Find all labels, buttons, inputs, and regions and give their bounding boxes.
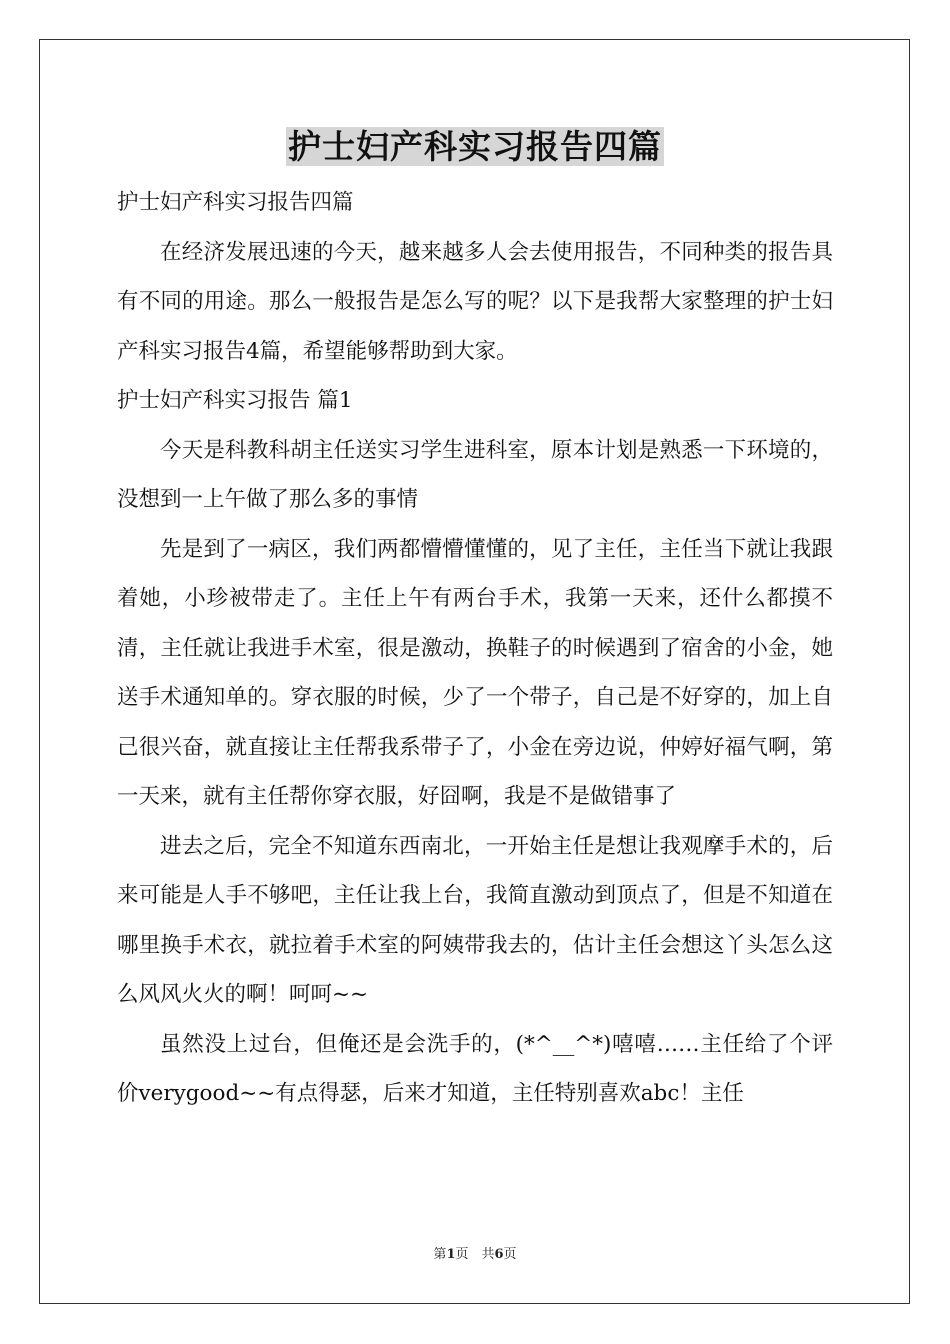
document-title-text: 护士妇产科实习报告四篇 [288, 127, 662, 166]
paragraph: 先是到了一病区，我们两都懵懵懂懂的，见了主任，主任当下就让我跟着她，小珍被带走了。主任上午有两台手术，我第一天来，还什么都摸不清，主任就让我进手术室，很是激动，换鞋子的时候遇到了宿舍的小金，她送手术通知单的。穿衣服的时候，少了一个带子，自己是不好穿的，加上自己很兴奋，就直接让主任帮我系带子了，小金在旁边说，仲婷好福气啊，第一天来，就有主任帮你穿衣服，好囧啊，我是不是做错事了 [117, 536, 833, 809]
page-suffix: 页 [503, 1247, 517, 1262]
paragraph-intro: 在经济发展迅速的今天，越来越多人会去使用报告，不同种类的报告具有不同的用途。那么一般报告是怎么写的呢？以下是我帮大家整理的护士妇产科实习报告4篇，希望能够帮助到大家。 [117, 239, 833, 364]
page-mid: 页 共 [455, 1247, 495, 1262]
page-current: 1 [446, 1247, 456, 1262]
paragraph: 今天是科教科胡主任送实习学生进科室，原本计划是熟悉一下环境的，没想到一上午做了那么多的事情 [117, 437, 833, 512]
document-title [0, 124, 950, 170]
document-body [117, 178, 833, 1119]
page-footer [0, 1246, 950, 1264]
section-heading: 护士妇产科实习报告 篇1 [117, 388, 353, 413]
page-prefix: 第 [433, 1247, 447, 1262]
paragraph: 进去之后，完全不知道东西南北，一开始主任是想让我观摩手术的，后来可能是人手不够吧，主任让我上台，我简直激动到顶点了，但是不知道在哪里换手术衣，就拉着手术室的阿姨带我去的，估计主任会想这丫头怎么这么风风火火的啊！呵呵~~ [117, 833, 833, 1007]
page-total: 6 [494, 1247, 504, 1262]
document-subtitle: 护士妇产科实习报告四篇 [117, 190, 354, 215]
paragraph: 虽然没上过台，但俺还是会洗手的，(*^__^*)嘻嘻……主任给了个评价verygood~~有点得瑟，后来才知道，主任特别喜欢abc！主任 [117, 1031, 833, 1106]
